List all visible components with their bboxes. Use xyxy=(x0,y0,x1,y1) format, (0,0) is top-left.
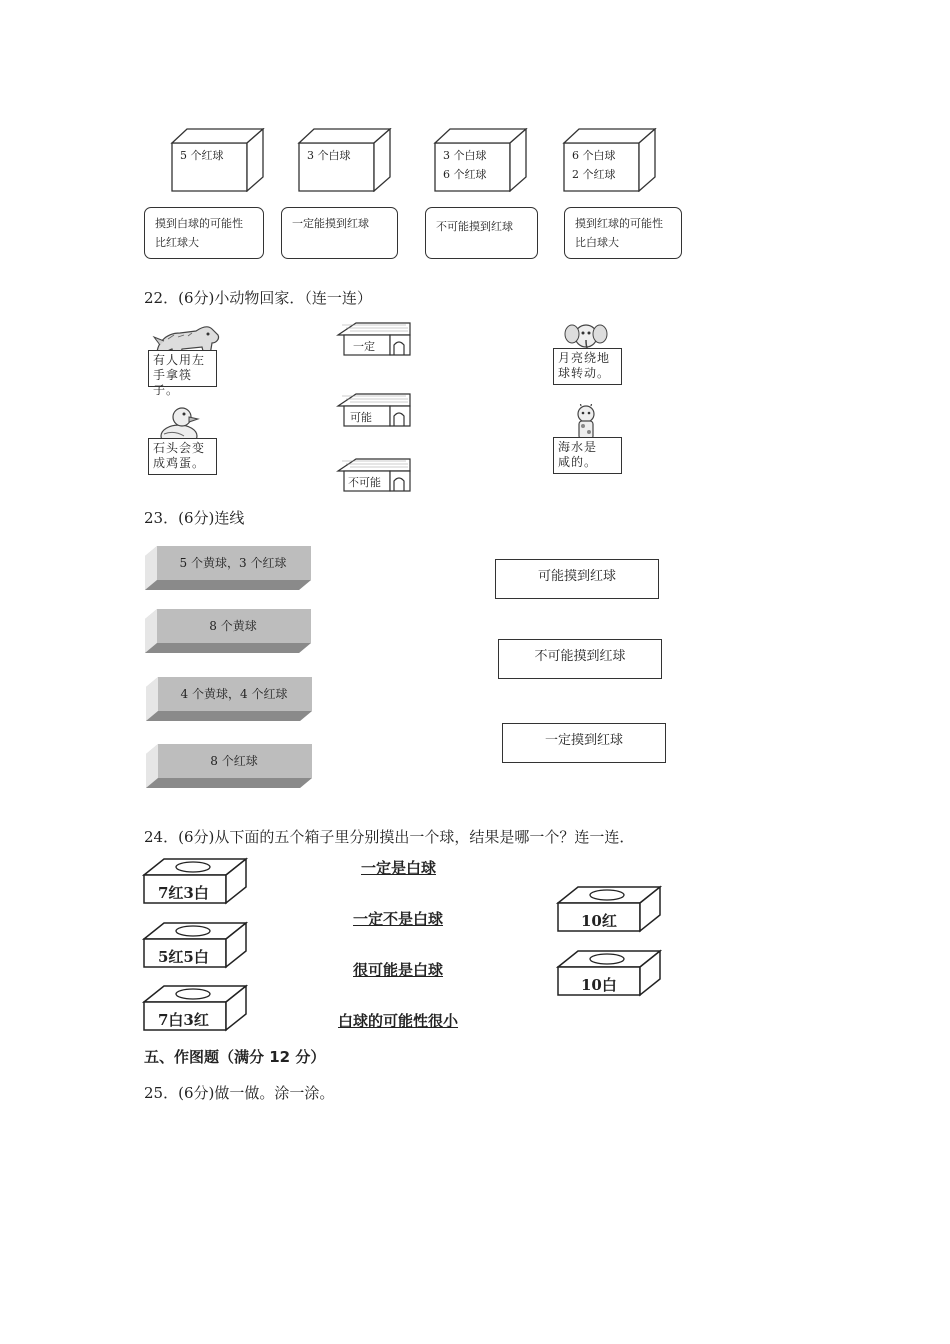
box-label: 7红3白 xyxy=(158,884,209,902)
giraffe-icon xyxy=(566,404,606,440)
ball-box xyxy=(556,885,662,933)
statement-box xyxy=(144,207,264,259)
outcome-label: 一定是白球 xyxy=(361,859,437,877)
box-label: 7白3红 xyxy=(158,1011,209,1029)
ball-box xyxy=(142,921,248,969)
outcome-label: 一定不是白球 xyxy=(353,910,444,928)
ball-box xyxy=(297,128,392,192)
statement-box xyxy=(425,207,538,259)
box-line-1: 3 个白球 xyxy=(443,149,487,162)
statement-box xyxy=(281,207,398,259)
box-label: 5红5白 xyxy=(158,948,209,966)
ball-box xyxy=(556,949,662,997)
slab-label: 8 个红球 xyxy=(210,754,258,768)
question-23-title: 23．(6分)连线 xyxy=(144,509,245,527)
outcome-box: 一定摸到红球 xyxy=(502,723,666,763)
statement-box xyxy=(564,207,682,259)
ball-box xyxy=(142,857,248,905)
box-label: 10白 xyxy=(581,976,617,994)
ball-slab xyxy=(146,744,314,790)
slab-label: 8 个黄球 xyxy=(209,619,257,633)
outcome-box: 不可能摸到红球 xyxy=(498,639,662,679)
box-line-2: 6 个红球 xyxy=(443,168,487,181)
animal-sign xyxy=(148,438,217,475)
statement-line-2: 比白球大 xyxy=(575,236,619,249)
house xyxy=(336,392,412,432)
ball-box xyxy=(170,128,265,192)
outcome-label: 很可能是白球 xyxy=(353,961,444,979)
question-24-title: 24．(6分)从下面的五个箱子里分别摸出一个球，结果是哪一个？连一连． xyxy=(144,828,635,846)
slab-label: 4 个黄球，4 个红球 xyxy=(180,687,288,701)
box-line-1: 3 个白球 xyxy=(307,149,351,162)
sign-line-2: 咸的。 xyxy=(558,455,598,469)
house-label: 可能 xyxy=(350,411,372,424)
ball-box xyxy=(142,984,248,1032)
box-line-2: 2 个红球 xyxy=(572,168,616,181)
ball-slab xyxy=(146,677,314,723)
statement-line-1: 一定能摸到红球 xyxy=(292,217,369,230)
statement-line-2: 比红球大 xyxy=(155,236,199,249)
ball-slab xyxy=(145,546,313,592)
sign-line-1: 石头会变 xyxy=(153,441,206,455)
statement-line-1: 摸到白球的可能性 xyxy=(155,217,243,230)
sign-line-2: 成鸡蛋。 xyxy=(153,456,206,470)
animal-sign xyxy=(148,350,217,397)
outcome-box: 可能摸到红球 xyxy=(495,559,659,599)
outcome-label: 白球的可能性很小 xyxy=(338,1012,459,1030)
house-drawing xyxy=(336,392,412,428)
animal-sign xyxy=(553,437,622,474)
ball-box xyxy=(433,128,528,192)
statement-line-1: 摸到红球的可能性 xyxy=(575,217,663,230)
question-25-title: 25．(6分)做一做。涂一涂。 xyxy=(144,1084,335,1102)
slab-label: 5 个黄球，3 个红球 xyxy=(179,556,287,570)
statement-line-1: 不可能摸到红球 xyxy=(436,220,513,233)
sign-line-2: 球转动。 xyxy=(558,366,611,380)
animal-sign xyxy=(553,348,622,385)
sign-line-1: 月亮绕地 xyxy=(558,351,611,365)
ball-box xyxy=(562,128,657,192)
sign-line-1: 海水是 xyxy=(558,440,598,454)
ball-slab xyxy=(145,609,313,655)
house xyxy=(336,457,412,497)
house-label: 一定 xyxy=(353,340,375,353)
box-line-1: 5 个红球 xyxy=(180,149,224,162)
house xyxy=(336,321,412,361)
box-line-1: 6 个白球 xyxy=(572,149,616,162)
sign-line-1: 有人用左 xyxy=(153,353,206,367)
section-title: 五、作图题（满分 12 分） xyxy=(144,1048,326,1066)
sign-line-2: 手拿筷子。 xyxy=(153,368,193,397)
question-22-title: 22．(6分)小动物回家．（连一连） xyxy=(144,289,372,307)
house-label: 不可能 xyxy=(348,476,381,489)
box-label: 10红 xyxy=(581,912,617,930)
